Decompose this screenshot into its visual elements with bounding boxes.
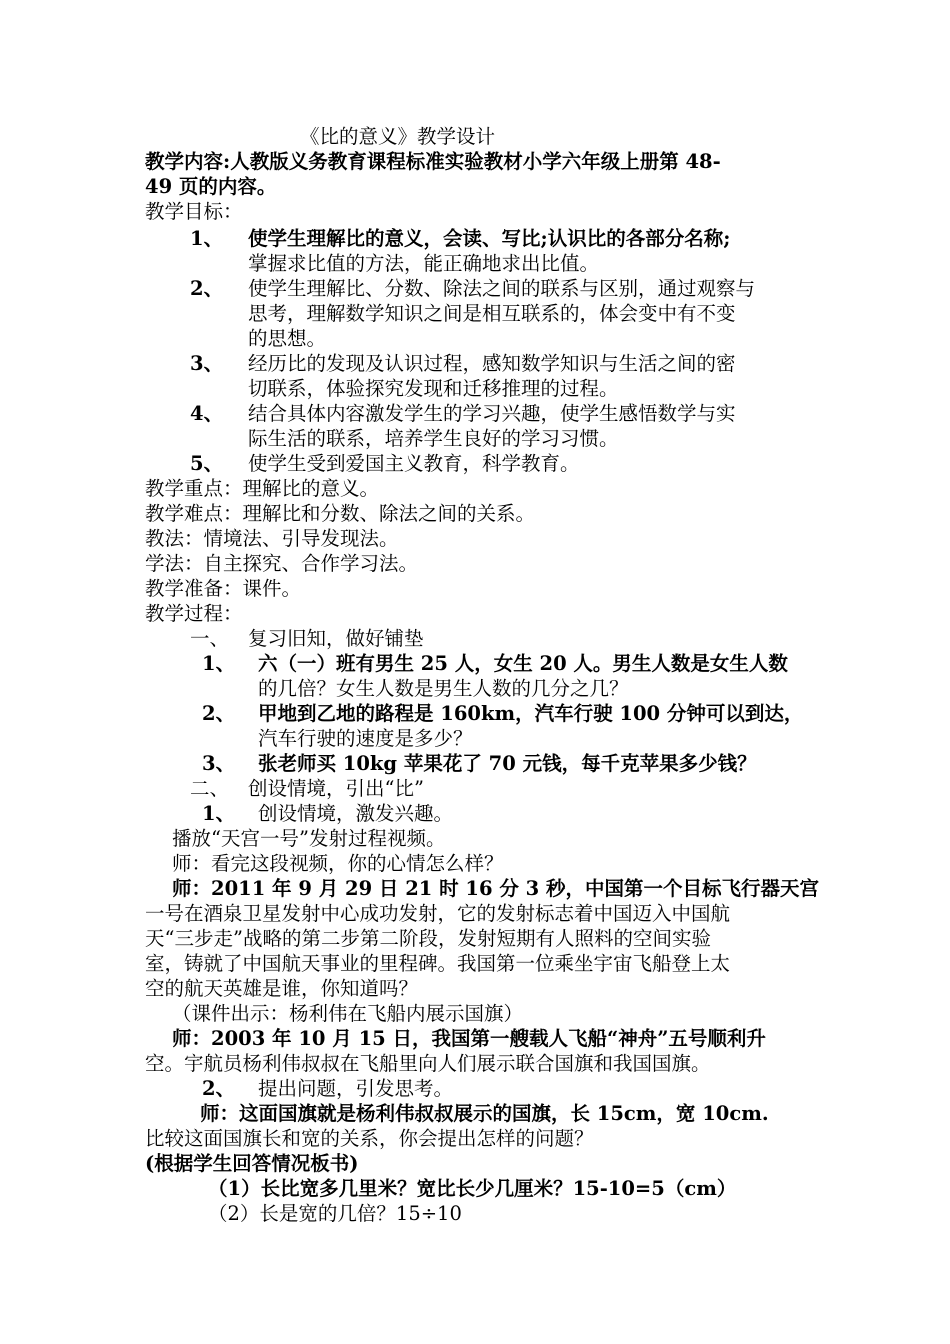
goal-line: 思考，理解数学知识之间是相互联系的，体会变中有不变	[248, 302, 736, 325]
subsection-heading: 创设情境，激发兴趣。	[258, 802, 454, 825]
goal-number: 2、	[190, 277, 224, 300]
difficulty: 教学难点：理解比和分数、除法之间的关系。	[145, 502, 536, 525]
page-title: 《比的意义》教学设计	[300, 125, 496, 148]
goal-number: 5、	[190, 452, 224, 475]
teacher-paragraph-line: 师：2011 年 9 月 29 日 21 时 16 分 3 秒，中国第一个目标飞行器天宫	[172, 877, 819, 900]
section-heading: 创设情境，引出“比”	[248, 777, 424, 800]
section-number: 二、	[190, 777, 230, 800]
teacher-paragraph-line: 天“三步走”战略的第二步第二阶段，发射短期有人照料的空间实验	[145, 927, 711, 950]
goal-line: 使学生理解比的意义，会读、写比;认识比的各部分名称;	[248, 227, 731, 250]
play-video-line: 播放“天宫一号”发射过程视频。	[172, 827, 446, 850]
teacher-paragraph-line: 师：2003 年 10 月 15 日，我国第一艘载人飞船“神舟”五号顺利升	[172, 1027, 766, 1050]
section-number: 一、	[190, 627, 230, 650]
question-item: （1）长比宽多几里米？宽比长少几厘米？15-10=5（cm）	[208, 1177, 737, 1200]
teacher-paragraph-line: 空。宇航员杨利伟叔叔在飞船里向人们展示联合国旗和我国国旗。	[145, 1052, 711, 1075]
subsection-number: 1、	[202, 802, 236, 825]
goal-number: 4、	[190, 402, 224, 425]
board-note: (根据学生回答情况板书)	[145, 1152, 359, 1175]
teacher-paragraph-line: 一号在酒泉卫星发射中心成功发射，它的发射标志着中国迈入中国航	[145, 902, 731, 925]
courseware-note: （课件出示：杨利伟在飞船内展示国旗）	[172, 1002, 524, 1025]
teacher-paragraph-line: 比较这面国旗长和宽的关系，你会提出怎样的问题？	[145, 1127, 594, 1150]
teaching-content-line-2: 49 页的内容。	[145, 175, 277, 198]
question-item: （2）长是宽的几倍？15÷10	[208, 1202, 462, 1225]
section-heading: 复习旧知，做好铺垫	[248, 627, 424, 650]
learning-method: 学法：自主探究、合作学习法。	[145, 552, 419, 575]
goal-line: 使学生受到爱国主义教育，科学教育。	[248, 452, 580, 475]
subsection-number: 2、	[202, 1077, 236, 1100]
review-line: 汽车行驶的速度是多少？	[258, 727, 473, 750]
goal-number: 3、	[190, 352, 224, 375]
key-point: 教学重点：理解比的意义。	[145, 477, 380, 500]
review-line: 甲地到乙地的路程是 160km，汽车行驶 100 分钟可以到达，	[258, 702, 804, 725]
goal-number: 1、	[190, 227, 224, 250]
review-line: 六（一）班有男生 25 人，女生 20 人。男生人数是女生人数	[258, 652, 788, 675]
goal-line: 切联系，体验探究发现和迁移推理的过程。	[248, 377, 619, 400]
goal-line: 结合具体内容激发学生的学习兴趣，使学生感悟数学与实	[248, 402, 736, 425]
process-label: 教学过程：	[145, 602, 243, 625]
teaching-content-line-1: 教学内容:人教版义务教育课程标准实验教材小学六年级上册第 48-	[145, 150, 721, 173]
review-number: 3、	[202, 752, 236, 775]
goal-line: 的思想。	[248, 327, 327, 350]
teacher-paragraph-line: 师：这面国旗就是杨利伟叔叔展示的国旗，长 15cm，宽 10cm.	[200, 1102, 769, 1125]
goal-line: 经历比的发现及认识过程，感知数学知识与生活之间的密	[248, 352, 736, 375]
teaching-method: 教法：情境法、引导发现法。	[145, 527, 399, 550]
preparation: 教学准备：课件。	[145, 577, 302, 600]
goal-line: 使学生理解比、分数、除法之间的联系与区别，通过观察与	[248, 277, 756, 300]
review-line: 张老师买 10kg 苹果花了 70 元钱，每千克苹果多少钱？	[258, 752, 757, 775]
review-line: 的几倍？女生人数是男生人数的几分之几？	[258, 677, 629, 700]
review-number: 1、	[202, 652, 236, 675]
goal-line: 际生活的联系，培养学生良好的学习习惯。	[248, 427, 619, 450]
teacher-paragraph-line: 空的航天英雄是谁，你知道吗？	[145, 977, 419, 1000]
review-number: 2、	[202, 702, 236, 725]
teacher-paragraph-line: 室，铸就了中国航天事业的里程碑。我国第一位乘坐宇宙飞船登上太	[145, 952, 731, 975]
goal-line: 掌握求比值的方法，能正确地求出比值。	[248, 252, 600, 275]
teacher-question: 师：看完这段视频，你的心情怎么样？	[172, 852, 504, 875]
subsection-heading: 提出问题，引发思考。	[258, 1077, 454, 1100]
goals-label: 教学目标：	[145, 200, 243, 223]
